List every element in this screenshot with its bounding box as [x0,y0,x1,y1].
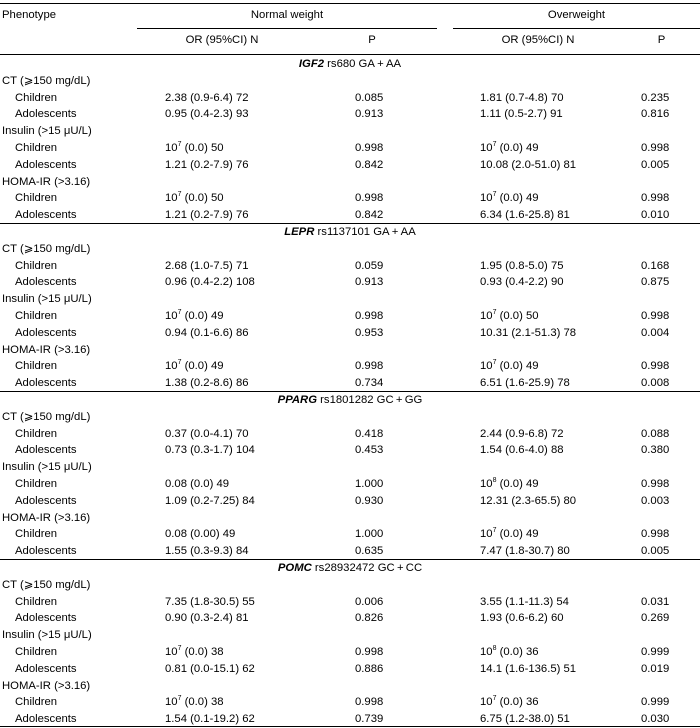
ow-p-value: 0.003 [641,494,670,507]
ow-or-cell [480,358,539,375]
row-label: Adolescents [15,108,77,121]
group-label: HOMA-IR (>3.16) [2,175,91,188]
ow-p-value: 0.010 [641,209,670,222]
table-row [0,694,700,711]
group-label: Insulin (>15 μU/L) [2,293,92,306]
nw-p-value: 0.059 [355,259,384,272]
section-header [0,56,700,73]
ow-p-value: 0.168 [641,259,670,272]
group-label-row [0,510,700,527]
ow-p-value: 0.998 [641,360,670,373]
row-label: Adolescents [15,662,77,675]
group-label-row [0,459,700,476]
normal-weight-header: Normal weight [250,9,324,21]
table-row [0,375,700,392]
row-label: Adolescents [15,158,77,171]
nw-or-cell: 0.94 (0.1-6.6) 86 [165,326,249,339]
group-label-row [0,174,700,191]
ow-or-cell [480,140,539,157]
row-label: Adolescents [15,612,77,625]
nw-p-value: 0.826 [355,612,384,625]
nw-or-cell: 2.68 (1.0-7.5) 71 [165,259,249,272]
group-label-row [0,73,700,90]
ow-p-value: 0.875 [641,276,670,289]
nw-p-value: 0.998 [355,360,384,373]
nw-or-cell: 1.54 (0.1-19.2) 62 [165,713,255,726]
ow-p-value: 0.998 [641,142,670,154]
row-label: Adolescents [15,326,77,339]
variant-name: rs1801282 GC + GG [320,394,423,406]
ow-p-value: 0.031 [641,595,670,608]
nw-p-value: 1.000 [355,478,384,490]
group-label: Insulin (>15 μU/L) [2,461,92,474]
nw-or-cell: 2.38 (0.9-6.4) 72 [165,91,249,104]
phenotype-header: Phenotype [2,9,57,21]
ow-p-value: 0.998 [641,528,670,541]
nw-or-exponent: 7 [177,695,182,703]
nw-p-value: 0.998 [355,310,384,322]
row-label: Children [15,528,58,541]
ow-or-cell: 3.55 (1.1-11.3) 54 [480,595,569,608]
section-header [0,560,700,577]
nw-or-cell [165,308,224,325]
nw-or-rest: (0.0) 38 [181,696,224,709]
variant-name: rs680 GA + AA [327,58,402,70]
nw-p-value: 0.930 [355,494,384,507]
ow-or-rest: (0.0) 36 [496,646,539,658]
gene-name: LEPR [284,226,315,238]
ow-or-cell: 1.93 (0.6-6.2) 60 [480,612,564,625]
nw-p-value: 0.006 [355,595,384,608]
row-label: Adolescents [15,545,77,558]
table-row [0,106,700,123]
ow-or-exponent: 7 [492,191,497,199]
nw-p-value: 0.953 [355,326,384,339]
table-row [0,157,700,174]
nw-p-value: 0.842 [355,158,384,171]
nw-p-value: 0.998 [355,142,384,154]
ow-or-cell: 6.34 (1.6-25.8) 81 [480,209,570,222]
header-row-1 [0,7,700,24]
ow-p-value: 0.030 [641,713,670,726]
row-label: Adolescents [15,713,77,726]
ow-or-exponent: 7 [492,359,497,367]
ow-p-value: 0.998 [641,192,670,205]
nw-or-cell [165,644,224,661]
table-row [0,258,700,275]
nw-or-base: 10 [165,360,178,373]
nw-p-value: 1.000 [355,528,384,541]
group-label-row [0,291,700,308]
ow-or-base: 10 [480,142,493,154]
nw-or-cell: 0.81 (0.0-15.1) 62 [165,662,255,675]
row-label: Children [15,91,58,104]
ow-p-value: 0.005 [641,158,670,171]
nw-or-base: 10 [165,192,178,205]
nw-or-cell: 0.95 (0.4-2.3) 93 [165,108,249,121]
ow-or-cell: 2.44 (0.9-6.8) 72 [480,427,564,440]
ow-or-exponent: 8 [492,645,497,653]
group-label: HOMA-IR (>3.16) [2,343,91,356]
table-row [0,140,700,157]
nw-or-cell: 1.21 (0.2-7.9) 76 [165,158,249,171]
ow-or-cell [480,694,539,711]
ow-or-cell: 1.11 (0.5-2.7) 91 [480,108,563,121]
ow-p-value: 0.008 [641,377,670,390]
ow-or-base: 10 [480,646,493,658]
nw-or-cell [165,694,224,711]
variant-name: rs28932472 GC + CC [314,562,423,574]
ow-or-rest: (0.0) 49 [496,142,539,154]
group-label-row [0,409,700,426]
ow-or-cell [480,190,539,207]
ow-or-rest: (0.0) 49 [496,478,539,490]
table-row [0,476,700,493]
nw-or-rest: (0.0) 50 [181,192,224,205]
ow-p-value: 0.005 [641,545,670,558]
nw-or-cell: 0.37 (0.0-4.1) 70 [165,427,249,440]
nw-p-value: 0.913 [355,108,384,121]
ow-or-rest: (0.0) 49 [496,192,539,205]
group-label: Insulin (>15 μU/L) [2,125,92,138]
row-label: Children [15,360,58,373]
nw-or-base: 10 [165,646,178,658]
ow-p-value: 0.004 [641,326,670,339]
section-header [0,224,700,241]
nw-or-base: 10 [165,142,178,154]
gene-name: PPARG [277,394,318,406]
nw-p-value: 0.998 [355,192,384,205]
row-label: Adolescents [15,377,77,390]
section-header [0,392,700,409]
ow-or-base: 10 [480,310,493,322]
nw-or-exponent: 7 [177,359,182,367]
nw-p-value: 0.842 [355,209,384,222]
row-label: Adolescents [15,444,77,457]
ow-p-value: 0.088 [641,427,670,440]
ow-or-cell: 7.47 (1.8-30.7) 80 [480,545,570,558]
ow-p-header: P [657,34,666,46]
group-label: CT (⩾150 mg/dL) [2,242,91,255]
nw-p-value: 0.418 [355,427,384,440]
nw-p-value: 0.998 [355,696,384,709]
ow-or-base: 10 [480,696,493,709]
group-label: Insulin (>15 μU/L) [2,629,92,642]
nw-p-value: 0.635 [355,545,384,558]
nw-or-cell: 0.96 (0.4-2.2) 108 [165,276,255,289]
ow-p-value: 0.269 [641,612,670,625]
table-top-rule [0,3,700,4]
nw-or-exponent: 7 [177,191,182,199]
ow-or-cell: 14.1 (1.6-136.5) 51 [480,662,577,675]
nw-or-exponent: 7 [177,309,182,317]
nw-or-cell: 0.08 (0.0) 49 [165,478,230,490]
ow-or-header: OR (95%CI) N [501,34,575,46]
nw-or-cell: 1.21 (0.2-7.9) 76 [165,209,249,222]
ow-or-cell: 0.93 (0.4-2.2) 90 [480,276,564,289]
ow-or-cell [480,526,539,543]
section-title [0,392,700,409]
row-label: Children [15,259,58,272]
variant-name: rs1137101 GA + AA [317,226,416,238]
nw-or-cell: 0.08 (0.00) 49 [165,528,236,541]
table-row [0,274,700,291]
nw-or-exponent: 7 [177,141,182,149]
row-label: Adolescents [15,209,77,222]
table-row [0,325,700,342]
ow-or-base: 10 [480,528,493,541]
ow-or-exponent: 7 [492,527,497,535]
group-label: CT (⩾150 mg/dL) [2,578,91,591]
row-label: Children [15,142,58,154]
ow-p-value: 0.019 [641,662,670,675]
nw-or-cell: 1.09 (0.2-7.25) 84 [165,494,255,507]
ow-or-cell: 12.31 (2.3-65.5) 80 [480,494,577,507]
table-row [0,190,700,207]
table-row [0,90,700,107]
nw-or-cell: 1.55 (0.3-9.3) 84 [165,545,249,558]
ow-p-value: 0.999 [641,696,670,709]
ow-or-cell: 10.31 (2.1-51.3) 78 [480,326,577,339]
section-title [0,56,700,73]
table-row [0,442,700,459]
table-bottom-rule [0,726,700,727]
ow-or-rest: (0.0) 49 [496,360,539,373]
nw-p-value: 0.998 [355,646,384,658]
nw-or-cell [165,358,224,375]
ow-p-value: 0.380 [641,444,670,457]
nw-p-value: 0.085 [355,91,384,104]
table-row [0,493,700,510]
table-row [0,358,700,375]
ow-p-value: 0.999 [641,646,670,658]
overweight-underline [453,28,700,29]
section-title [0,560,700,577]
nw-p-value: 0.739 [355,713,384,726]
nw-or-cell: 0.90 (0.3-2.4) 81 [165,612,249,625]
group-label-row [0,342,700,359]
header-row-2 [0,32,700,49]
group-label-row [0,678,700,695]
gene-name: IGF2 [298,58,325,70]
row-label: Children [15,192,58,205]
nw-or-base: 10 [165,310,178,322]
ow-or-cell: 1.95 (0.8-5.0) 75 [480,259,564,272]
row-label: Children [15,646,58,658]
nw-or-cell: 0.73 (0.3-1.7) 104 [165,444,255,457]
nw-or-cell: 1.38 (0.2-8.6) 86 [165,377,249,390]
group-label-row [0,123,700,140]
row-label: Children [15,595,58,608]
nw-or-header: OR (95%CI) N [185,34,259,46]
ow-p-value: 0.998 [641,310,670,322]
table-row [0,308,700,325]
nw-or-rest: (0.0) 38 [181,646,224,658]
table-row [0,526,700,543]
ow-or-cell: 1.81 (0.7-4.8) 70 [480,91,564,104]
nw-or-cell: 7.35 (1.8-30.5) 55 [165,595,255,608]
ow-or-exponent: 7 [492,695,497,703]
group-label: HOMA-IR (>3.16) [2,679,91,692]
nw-p-value: 0.886 [355,662,384,675]
gene-name: POMC [277,562,312,574]
ow-or-exponent: 7 [492,309,497,317]
ow-or-cell: 1.54 (0.6-4.0) 88 [480,444,564,457]
normal-weight-underline [137,28,437,29]
header-bottom-rule [0,54,700,55]
row-label: Children [15,310,58,322]
row-label: Children [15,427,58,440]
nw-or-rest: (0.0) 49 [181,360,224,373]
nw-or-rest: (0.0) 49 [181,310,224,322]
ow-or-base: 10 [480,360,493,373]
ow-p-value: 0.816 [641,108,670,121]
table-row [0,207,700,224]
ow-or-cell [480,308,539,325]
group-label: CT (⩾150 mg/dL) [2,74,91,87]
table-row [0,644,700,661]
ow-p-value: 0.235 [641,91,670,104]
ow-or-cell [480,644,539,661]
ow-or-base: 10 [480,192,493,205]
table-row [0,594,700,611]
ow-or-cell: 10.08 (2.0-51.0) 81 [480,158,577,171]
group-label: CT (⩾150 mg/dL) [2,410,91,423]
nw-or-cell [165,140,224,157]
ow-or-base: 10 [480,478,493,490]
nw-or-base: 10 [165,696,178,709]
table-row [0,610,700,627]
nw-or-cell [165,190,224,207]
ow-or-cell [480,476,539,493]
nw-p-value: 0.913 [355,276,384,289]
ow-or-rest: (0.0) 49 [496,528,539,541]
row-label: Adolescents [15,276,77,289]
group-label-row [0,577,700,594]
section-title [0,224,700,241]
ow-or-cell: 6.75 (1.2-38.0) 51 [480,713,570,726]
ow-or-exponent: 7 [492,141,497,149]
ow-p-value: 0.998 [641,478,670,490]
table-row [0,426,700,443]
table-row [0,661,700,678]
nw-p-value: 0.453 [355,444,384,457]
group-label-row [0,627,700,644]
table-row [0,543,700,560]
nw-or-exponent: 7 [177,645,182,653]
group-label: HOMA-IR (>3.16) [2,511,91,524]
ow-or-rest: (0.0) 50 [496,310,539,322]
row-label: Children [15,478,58,490]
overweight-header: Overweight [547,9,606,21]
group-label-row [0,241,700,258]
row-label: Adolescents [15,494,77,507]
nw-p-header: P [368,34,376,46]
ow-or-exponent: 8 [492,477,497,485]
nw-p-value: 0.734 [355,377,384,390]
nw-or-rest: (0.0) 50 [181,142,224,154]
ow-or-rest: (0.0) 36 [496,696,539,709]
ow-or-cell: 6.51 (1.6-25.9) 78 [480,377,570,390]
row-label: Children [15,696,58,709]
